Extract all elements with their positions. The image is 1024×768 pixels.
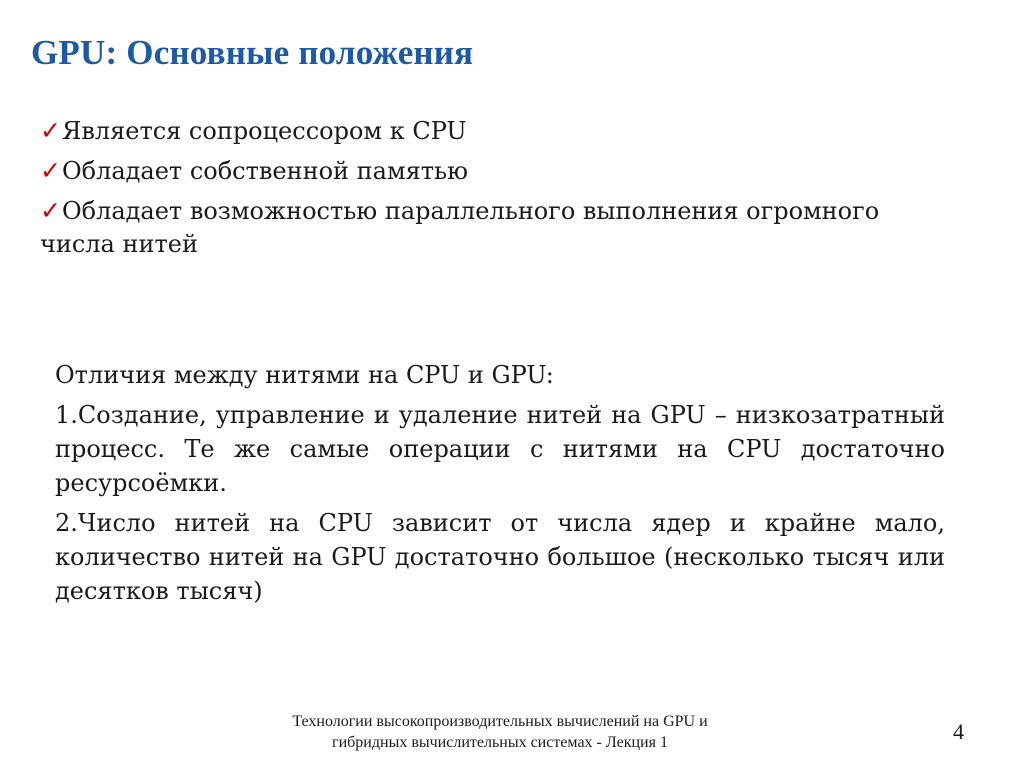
slide-footer (240, 711, 760, 753)
key-point-text: Обладает возможностью параллельного выполнения огромного числа нитей (40, 197, 880, 258)
key-point-parallelism (40, 194, 940, 261)
key-point-memory (40, 154, 940, 188)
footer-line-1: Технологии высокопроизводительных вычислений на GPU и (292, 713, 708, 730)
check-icon: ✓ (40, 116, 61, 145)
key-point-coprocessor (40, 114, 940, 148)
difference-item-count: 2.Число нитей на CPU зависит от числа ядер и крайне мало, количество нитей на GPU достаточно большое (несколько тысяч или десятков тысяч) (55, 509, 945, 605)
key-point-text: Является сопроцессором к CPU (61, 117, 467, 145)
differences-heading: Отличия между нитями на CPU и GPU: (55, 361, 554, 389)
key-points-list (40, 114, 940, 267)
footer-line-2: гибридных вычислительных системах - Лекция 1 (332, 734, 668, 751)
difference-item-creation: 1.Создание, управление и удаление нитей на GPU – низкозатратный процесс. Те же самые операции с нитями на CPU достаточно ресурсоёмки. (55, 401, 945, 497)
check-icon: ✓ (40, 156, 61, 185)
key-point-text: Обладает собственной памятью (61, 157, 469, 185)
check-icon: ✓ (40, 196, 61, 225)
thread-differences (55, 358, 945, 614)
slide-title: GPU: Основные положения (31, 33, 474, 72)
page-number: 4 (953, 719, 964, 744)
